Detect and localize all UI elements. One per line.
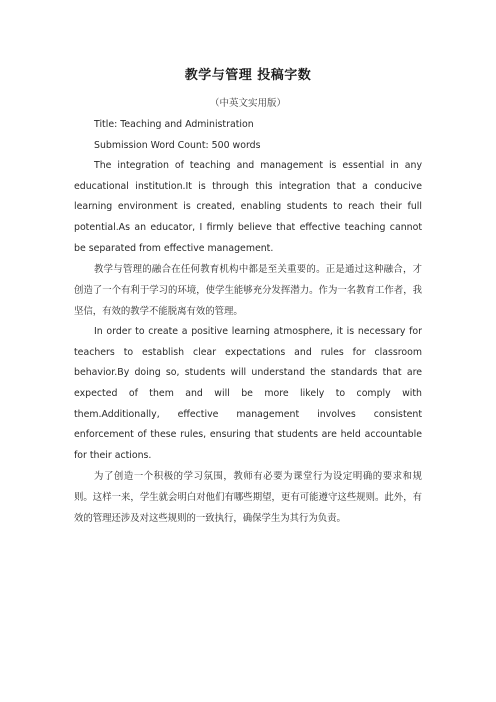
- paragraph-english-1: The integration of teaching and management is essential in any educational institution.It is through this integration that a conducive learning environment is created, enabling students to reach their full potential.As an educator, I firmly believe that effective teaching cannot be separated from effective management.: [74, 160, 422, 254]
- paragraph-chinese-1: 教学与管理的融合在任何教育机构中都是至关重要的。正是通过这种融合，才创造了一个有利于学习的环境，使学生能够充分发挥潜力。作为一名教育工作者，我坚信，有效的教学不能脱离有效的管理。: [74, 264, 422, 318]
- document-body: [74, 115, 422, 529]
- meta-title: Title: Teaching and Administration: [94, 119, 254, 130]
- document-subtitle: （中英文实用版）: [209, 98, 286, 109]
- paragraph-english-2: In order to create a positive learning atmosphere, it is necessary for teachers to establish clear expectations and rules for classroom behavior.By doing so, students will understand the standards that are expected of them and will be more likely to comply with them.Additionally, effective management involves consistent enforcement of these rules, ensuring that students are held accountable for their actions.: [74, 326, 422, 461]
- paragraph-chinese-2: 为了创造一个积极的学习氛围，教师有必要为课堂行为设定明确的要求和规则。这样一来，学生就会明白对他们有哪些期望，更有可能遵守这些规则。此外，有效的管理还涉及对这些规则的一致执行，确保学生为其行为负责。: [74, 471, 422, 525]
- meta-word-count: Submission Word Count: 500 words: [94, 139, 261, 151]
- document-title: 教学与管理 投稿字数: [184, 68, 312, 83]
